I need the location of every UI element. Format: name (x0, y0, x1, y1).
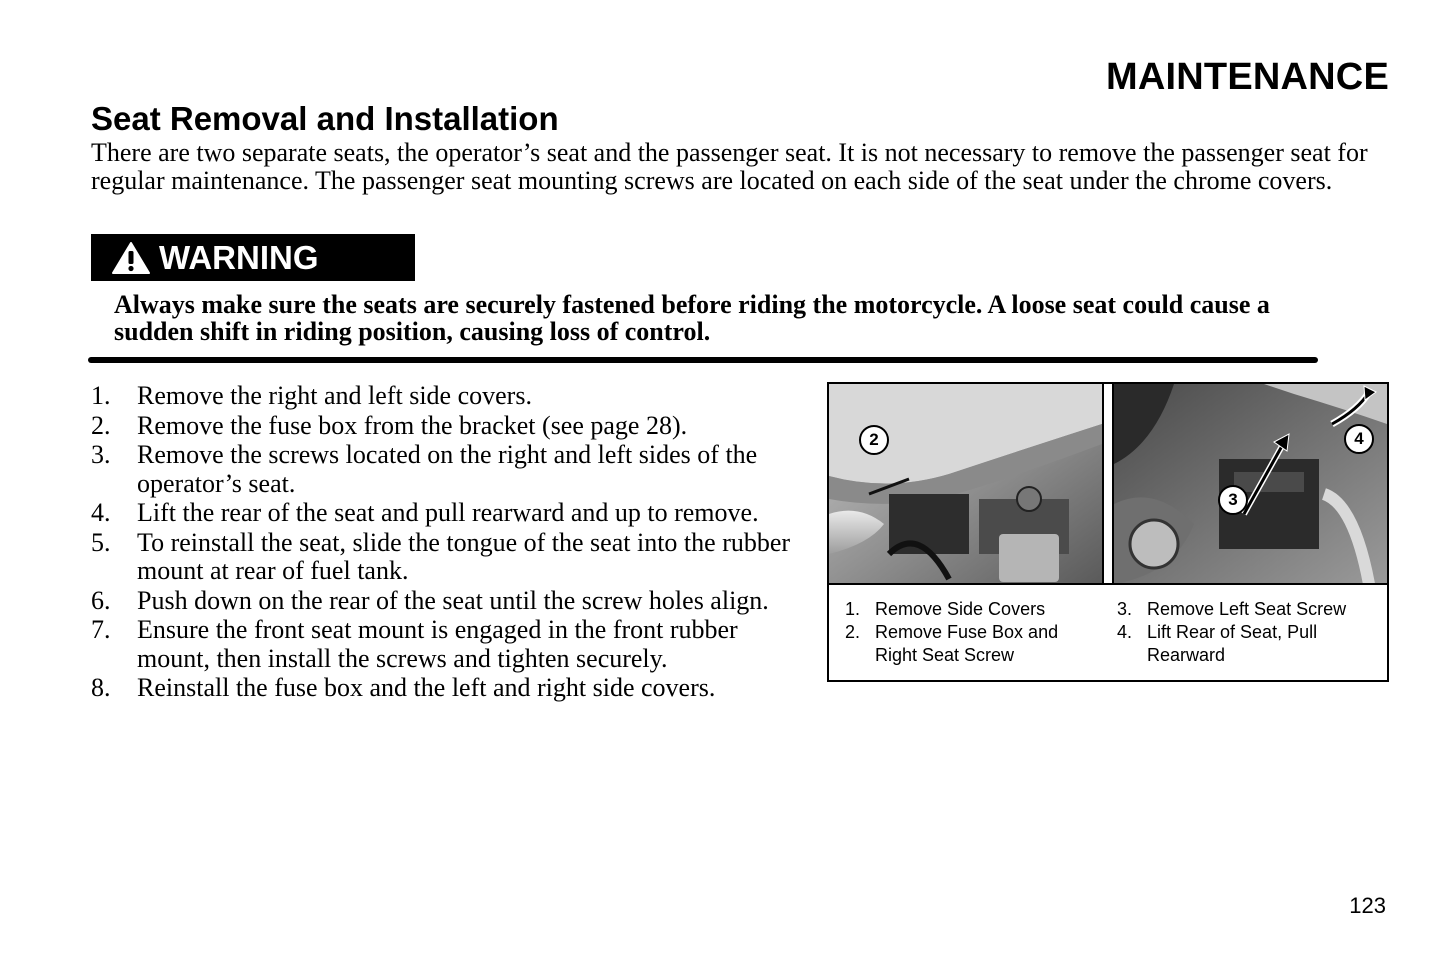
callout-3: 3 (1218, 485, 1248, 515)
step-text: Push down on the rear of the seat until the screw holes align. (137, 585, 769, 615)
seat-removal-figure (827, 382, 1389, 682)
list-item (845, 621, 1095, 667)
list-item (91, 382, 801, 411)
step-number: 2. (91, 410, 111, 440)
page-number: 123 (1349, 893, 1386, 918)
step-number: 7. (91, 615, 111, 644)
step-text: Remove the screws located on the right and left sides of the operator’s seat. (137, 440, 758, 498)
caption-number: 3. (1117, 599, 1133, 619)
list-item (91, 441, 801, 498)
list-item (91, 499, 801, 528)
step-text: Ensure the front seat mount is engaged in the front rubber mount, then install the screws and tighten securely. (137, 615, 738, 673)
list-item (845, 598, 1095, 621)
caption-number: 1. (845, 599, 861, 619)
side-cover-illustration (829, 384, 1102, 584)
list-item (91, 616, 801, 673)
step-text: Lift the rear of the seat and pull rearward and up to remove. (137, 498, 759, 527)
warning-divider (88, 357, 1318, 363)
caption-text: Remove Fuse Box and Right Seat Screw (875, 622, 1059, 665)
photo-bottom-rule (829, 583, 1387, 585)
caption-number: 4. (1117, 622, 1133, 642)
figure-caption-left (845, 598, 1095, 667)
caption-number: 2. (845, 622, 861, 642)
list-item (91, 674, 801, 703)
warning-text: Always make sure the seats are securely fastened before riding the motorcycle. A loose seat could cause a sudden shift in riding position, causing loss of control. (114, 290, 1270, 346)
step-number: 3. (91, 440, 111, 469)
warning-label: WARNING (159, 238, 319, 276)
step-text: Remove the right and left side covers. (137, 381, 532, 410)
list-item (91, 412, 801, 441)
step-number: 4. (91, 498, 111, 527)
list-item (91, 587, 801, 616)
list-item (1117, 598, 1377, 621)
fuse-box-illustration (1114, 384, 1387, 584)
list-item (1117, 621, 1377, 667)
caption-text: Remove Side Covers (875, 599, 1046, 619)
callout-2: 2 (859, 425, 889, 455)
step-number: 1. (91, 381, 111, 410)
step-text: Remove the fuse box from the bracket (see page 28). (137, 410, 688, 440)
caption-text: Lift Rear of Seat, Pull Rearward (1147, 622, 1318, 665)
step-number: 6. (91, 585, 111, 615)
step-number: 8. (91, 673, 111, 702)
procedure-steps (91, 382, 801, 704)
side-cover-photo (829, 384, 1102, 584)
figure-caption-right (1117, 598, 1377, 667)
photo-divider (1102, 384, 1114, 584)
warning-triangle-icon (111, 241, 151, 275)
fuse-box-photo (1114, 384, 1387, 584)
page-title: Seat Removal and Installation (91, 100, 559, 137)
warning-badge (91, 234, 415, 281)
section-header: MAINTENANCE (1106, 56, 1389, 98)
step-text: To reinstall the seat, slide the tongue of the seat into the rubber mount at rear of fuel tank. (137, 527, 791, 585)
callout-4: 4 (1344, 424, 1374, 454)
intro-paragraph: There are two separate seats, the operator’s seat and the passenger seat. It is not necessary to remove the passenger seat for regular maintenance. The passenger seat mounting screws are located on each side of the seat under the chrome covers. (91, 138, 1368, 195)
list-item (91, 529, 801, 586)
step-number: 5. (91, 527, 111, 557)
caption-text: Remove Left Seat Screw (1147, 599, 1347, 619)
step-text: Reinstall the fuse box and the left and right side covers. (137, 673, 716, 702)
